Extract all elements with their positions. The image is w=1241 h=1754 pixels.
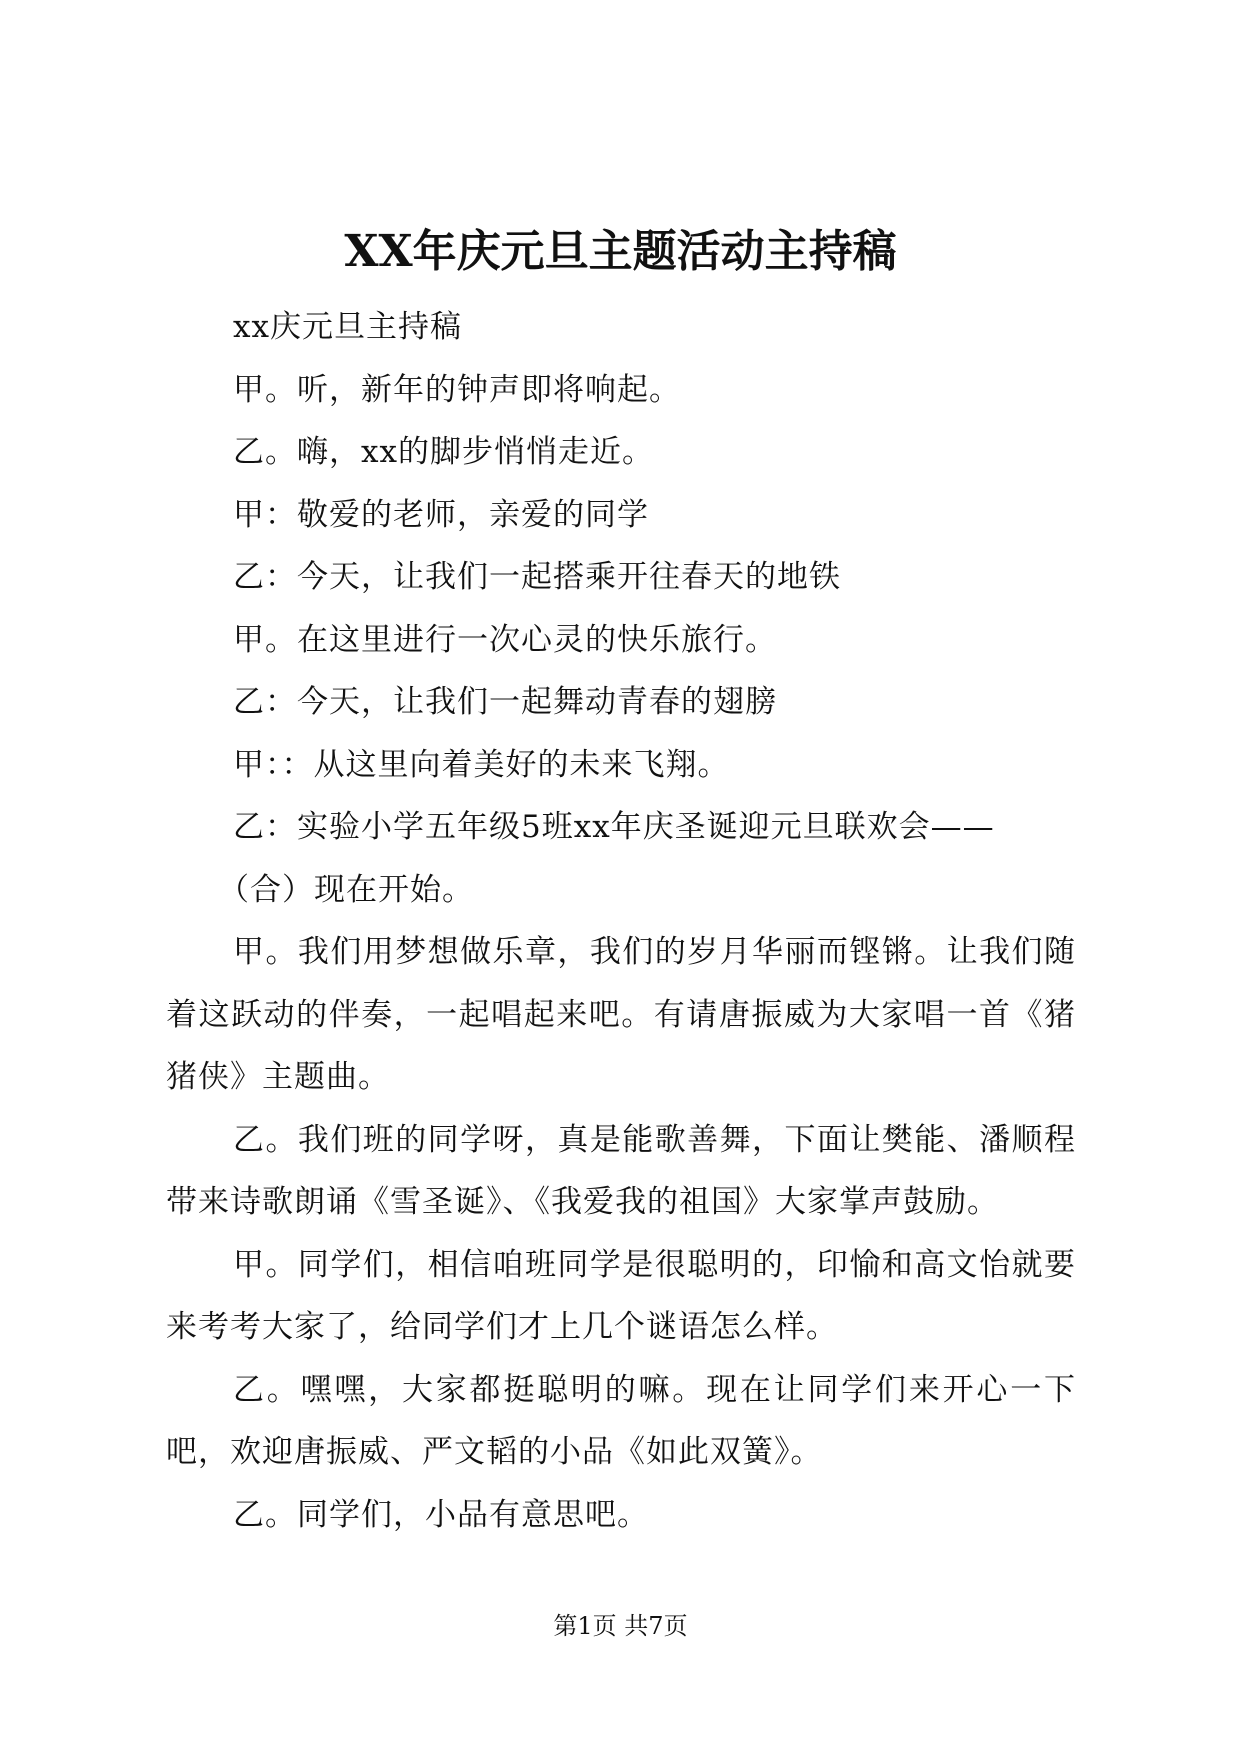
continuation-line: （合）现在开始。	[218, 871, 474, 908]
dialogue-line: 甲。在这里进行一次心灵的快乐旅行。	[233, 621, 777, 658]
dialogue-paragraph: 甲。同学们，相信咱班同学是很聪明的，印愉和高文怡就要来考考大家了，给同学们才上几个谜语怎么样。	[166, 1246, 1076, 1345]
dialogue-line: 甲。听，新年的钟声即将响起。	[233, 371, 681, 408]
page-title: XX年庆元旦主题活动主持稿	[344, 226, 897, 277]
page-footer: 第1页 共7页	[553, 1612, 688, 1640]
dialogue-paragraph: 乙。同学们，小品有意思吧。	[233, 1496, 649, 1533]
dialogue-line: 乙。嗨，xx的脚步悄悄走近。	[233, 434, 654, 470]
dialogue-line: 甲：：从这里向着美好的未来飞翔。	[233, 746, 730, 783]
subtitle-line: xx庆元旦主持稿	[233, 309, 462, 345]
dialogue-paragraph: 乙。嘿嘿，大家都挺聪明的嘛。现在让同学们来开心一下吧，欢迎唐振威、严文韬的小品《如此双簧》。	[166, 1371, 1076, 1470]
dialogue-line: 乙：实验小学五年级5班xx年庆圣诞迎元旦联欢会——	[233, 809, 995, 845]
dialogue-line: 乙：今天，让我们一起舞动青春的翅膀	[233, 684, 777, 720]
document-body	[166, 296, 1076, 1546]
dialogue-paragraph: 甲。我们用梦想做乐章，我们的岁月华丽而铿锵。让我们随着这跃动的伴奏，一起唱起来吧。有请唐振威为大家唱一首《猪猪侠》主题曲。	[166, 934, 1076, 1095]
dialogue-paragraph: 乙。我们班的同学呀，真是能歌善舞，下面让樊能、潘顺程带来诗歌朗诵《雪圣诞》、《我爱我的祖国》大家掌声鼓励。	[166, 1121, 1076, 1220]
dialogue-line: 乙：今天，让我们一起搭乘开往春天的地铁	[233, 559, 841, 595]
dialogue-line: 甲：敬爱的老师，亲爱的同学	[233, 496, 649, 533]
